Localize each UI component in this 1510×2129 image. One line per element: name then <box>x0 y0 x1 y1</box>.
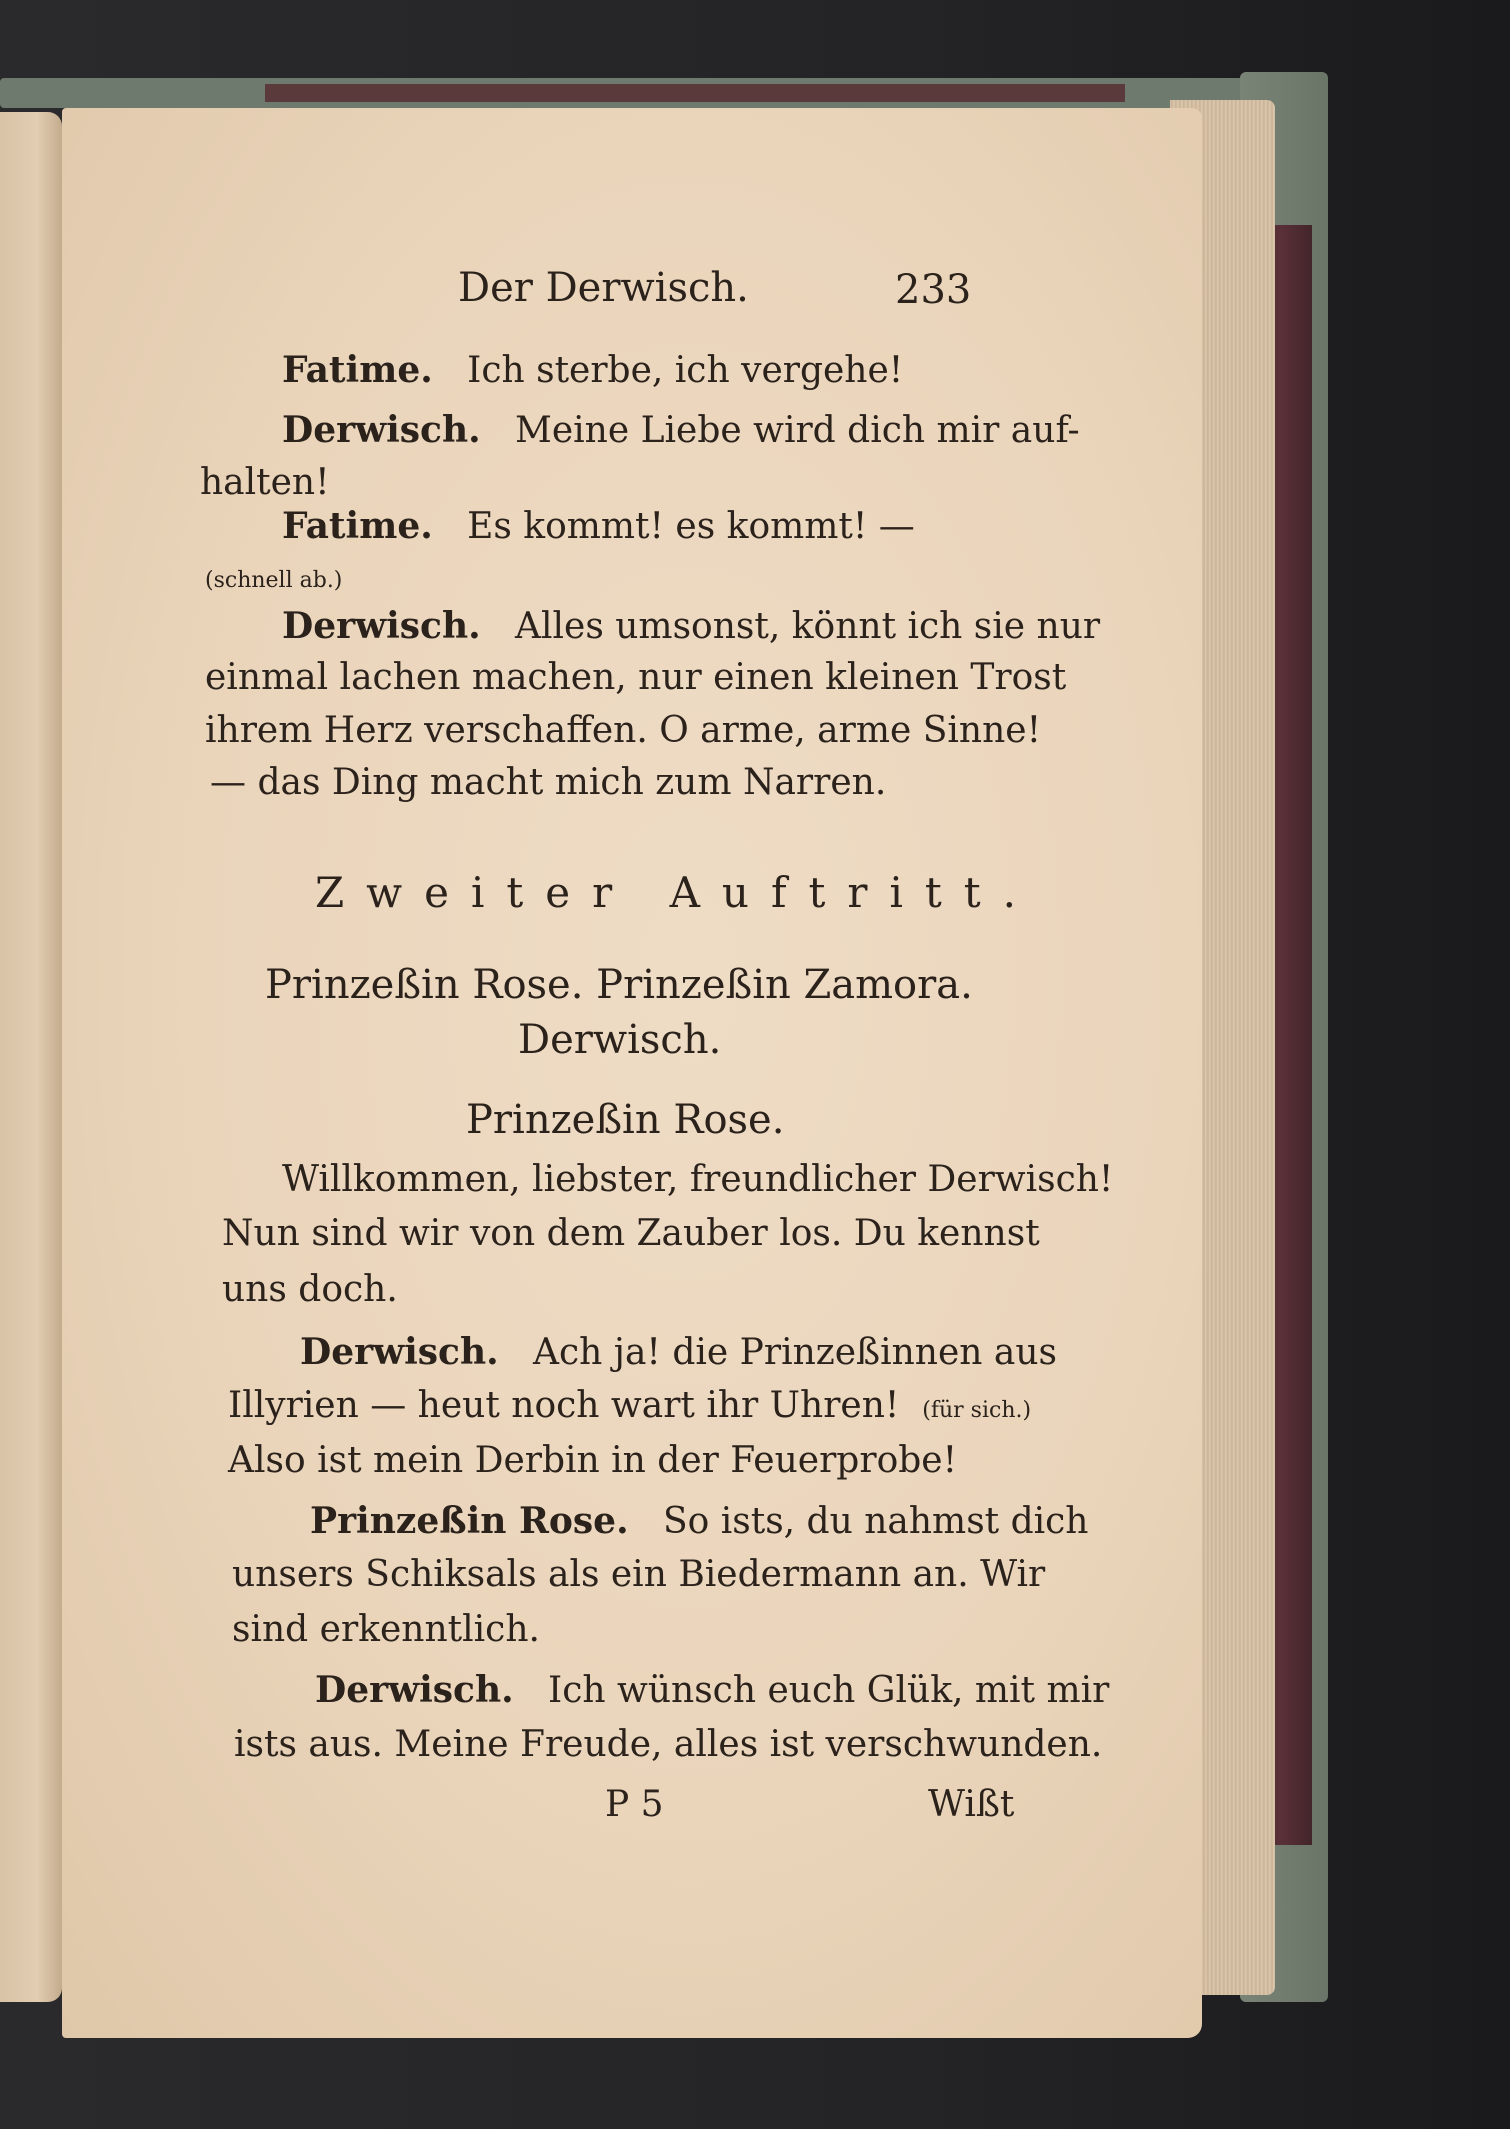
text-line <box>300 1331 1058 1373</box>
speaker-name: Prinzeßin Rose. <box>310 1500 629 1542</box>
text-line: ihrem Herz verschaffen. O arme, arme Sinne! <box>205 710 1042 751</box>
text-line <box>282 409 1080 451</box>
speech-text: So ists, du nahmst dich <box>662 1501 1089 1542</box>
text-line <box>282 505 915 547</box>
speech-text: Ach ja! die Prinzeßinnen aus <box>533 1332 1058 1373</box>
text-line <box>282 605 1101 647</box>
text-line <box>315 1669 1110 1711</box>
speaker-name: Fatime. <box>282 505 433 547</box>
speech-text: Ich sterbe, ich vergehe! <box>467 350 904 391</box>
catchword: Wißt <box>928 1784 1015 1825</box>
text-line: Willkommen, liebster, freundlicher Derwisch! <box>282 1159 1114 1200</box>
speech-text: Alles umsonst, könnt ich sie nur <box>515 606 1101 647</box>
left-page <box>0 112 62 2002</box>
running-head: Der Derwisch. <box>458 265 749 311</box>
speech-text: Illyrien — heut noch wart ihr Uhren! <box>228 1385 900 1426</box>
dramatis-personae: Prinzeßin Rose. Prinzeßin Zamora. <box>265 962 973 1008</box>
dramatis-personae: Derwisch. <box>518 1017 722 1063</box>
text-line: einmal lachen machen, nur einen kleinen Trost <box>205 657 1067 698</box>
speaker-heading: Prinzeßin Rose. <box>466 1097 785 1143</box>
speech-text: Meine Liebe wird dich mir auf- <box>515 410 1080 451</box>
text-line: uns doch. <box>222 1269 398 1310</box>
speaker-name: Derwisch. <box>315 1669 514 1711</box>
text-line <box>228 1385 1032 1426</box>
stage-direction: (schnell ab.) <box>205 568 343 593</box>
scene-heading: Zweiter Auftritt. <box>315 868 1039 917</box>
stage-direction: (für sich.) <box>922 1398 1032 1423</box>
speaker-name: Derwisch. <box>282 605 481 647</box>
book-top-edge <box>265 84 1125 102</box>
text-line <box>310 1500 1089 1542</box>
speech-text: Es kommt! es kommt! — <box>467 506 915 547</box>
signature-mark: P 5 <box>605 1784 664 1825</box>
speech-text: Ich wünsch euch Glük, mit mir <box>548 1670 1110 1711</box>
text-line: Also ist mein Derbin in der Feuerprobe! <box>228 1440 958 1481</box>
text-line: unsers Schiksals als ein Biedermann an. Wir <box>232 1554 1046 1595</box>
text-line: ists aus. Meine Freude, alles ist verschwunden. <box>234 1724 1103 1765</box>
text-line <box>282 349 904 391</box>
speaker-name: Fatime. <box>282 349 433 391</box>
text-line: Nun sind wir von dem Zauber los. Du kennst <box>222 1213 1040 1254</box>
speaker-name: Derwisch. <box>300 1331 499 1373</box>
text-line: sind erkenntlich. <box>232 1609 540 1650</box>
page-number: 233 <box>895 267 972 313</box>
speaker-name: Derwisch. <box>282 409 481 451</box>
text-line: — das Ding macht mich zum Narren. <box>210 762 887 803</box>
text-line: halten! <box>200 462 330 503</box>
